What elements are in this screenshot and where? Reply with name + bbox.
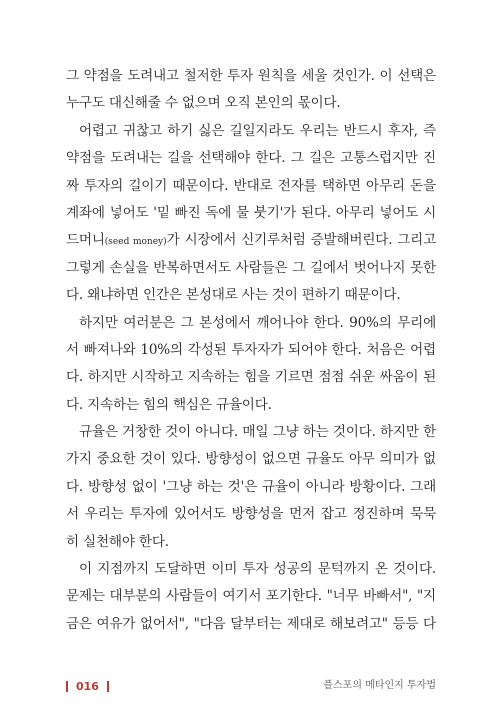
text-line (66, 227, 436, 254)
text-line: 누구도 대신해줄 수 없으며 오직 본인의 몫이다. (66, 95, 341, 112)
text-line: 짜 투자의 길이기 때문이다. 반대로 전자를 택하면 아무리 돈을 (66, 177, 436, 194)
text-line: 다. 왜냐하면 인간은 본성대로 사는 것이 편하기 때문이다. (66, 287, 401, 304)
text-line: 서 우리는 투자에 있어서도 방향성을 먼저 잡고 정진하며 묵묵 (66, 506, 436, 523)
text-line: 금은 여유가 없어서", "다음 달부터는 제대로 해보려고" 등등 다 (66, 615, 436, 632)
text-fragment: 가 시장에서 신기루처럼 증발해버린다. 그리고 (166, 232, 436, 249)
paragraph-start-line: 어렵고 귀찮고 하기 싫은 길일지라도 우리는 반드시 후자, 즉 (79, 122, 436, 139)
text-line: 그 약점을 도려내고 철저한 투자 원칙을 세울 것인가. 이 선택은 (66, 68, 436, 84)
text-line: 히 실천해야 한다. (66, 533, 169, 550)
text-line: 약점을 도려내는 길을 선택해야 한다. 그 길은 고통스럽지만 진 (66, 150, 436, 167)
page-footer (66, 678, 436, 694)
paragraph-start-line: 하지만 여러분은 그 본성에서 깨어나야 한다. 90%의 무리에 (79, 314, 436, 331)
text-line: 다. 지속하는 힘의 핵심은 규율이다. (66, 396, 272, 413)
page-number-left-bar (66, 681, 68, 692)
running-title: 플스포의 메타인지 투자법 (323, 680, 436, 691)
seed-money-term: 드머니 (66, 232, 105, 249)
body-text (66, 63, 436, 638)
text-line: 다. 방향성 없이 '그냥 하는 것'은 규율이 아니라 방황이다. 그래 (66, 478, 436, 495)
text-line: 그렇게 손실을 반복하면서도 사람들은 그 길에서 벗어나지 못한 (66, 259, 436, 276)
seed-money-gloss: (seed money) (104, 237, 167, 248)
text-line: 다. 하지만 시작하고 지속하는 힘을 기르면 점점 쉬운 싸움이 된 (66, 369, 436, 386)
text-line: 계좌에 넣어도 '밑 빠진 독에 물 붓기'가 된다. 아무리 넣어도 시 (66, 204, 436, 221)
page-number-right-bar (107, 681, 109, 692)
text-line: 가지 중요한 것이 있다. 방향성이 없으면 규율도 아무 의미가 없 (66, 451, 436, 468)
paragraph-start-line: 이 지점까지 도달하면 이미 투자 성공의 문턱까지 온 것이다. (79, 561, 436, 578)
page-number-block (66, 678, 109, 694)
page-number: 016 (76, 679, 99, 693)
text-line: 문제는 대부분의 사람들이 여기서 포기한다. "너무 바빠서", "지 (66, 588, 436, 605)
paragraph-start-line: 규율은 거창한 것이 아니다. 매일 그냥 하는 것이다. 하지만 한 (79, 424, 436, 441)
text-line: 서 빠져나와 10%의 각성된 투자자가 되어야 한다. 처음은 어렵 (66, 341, 436, 358)
